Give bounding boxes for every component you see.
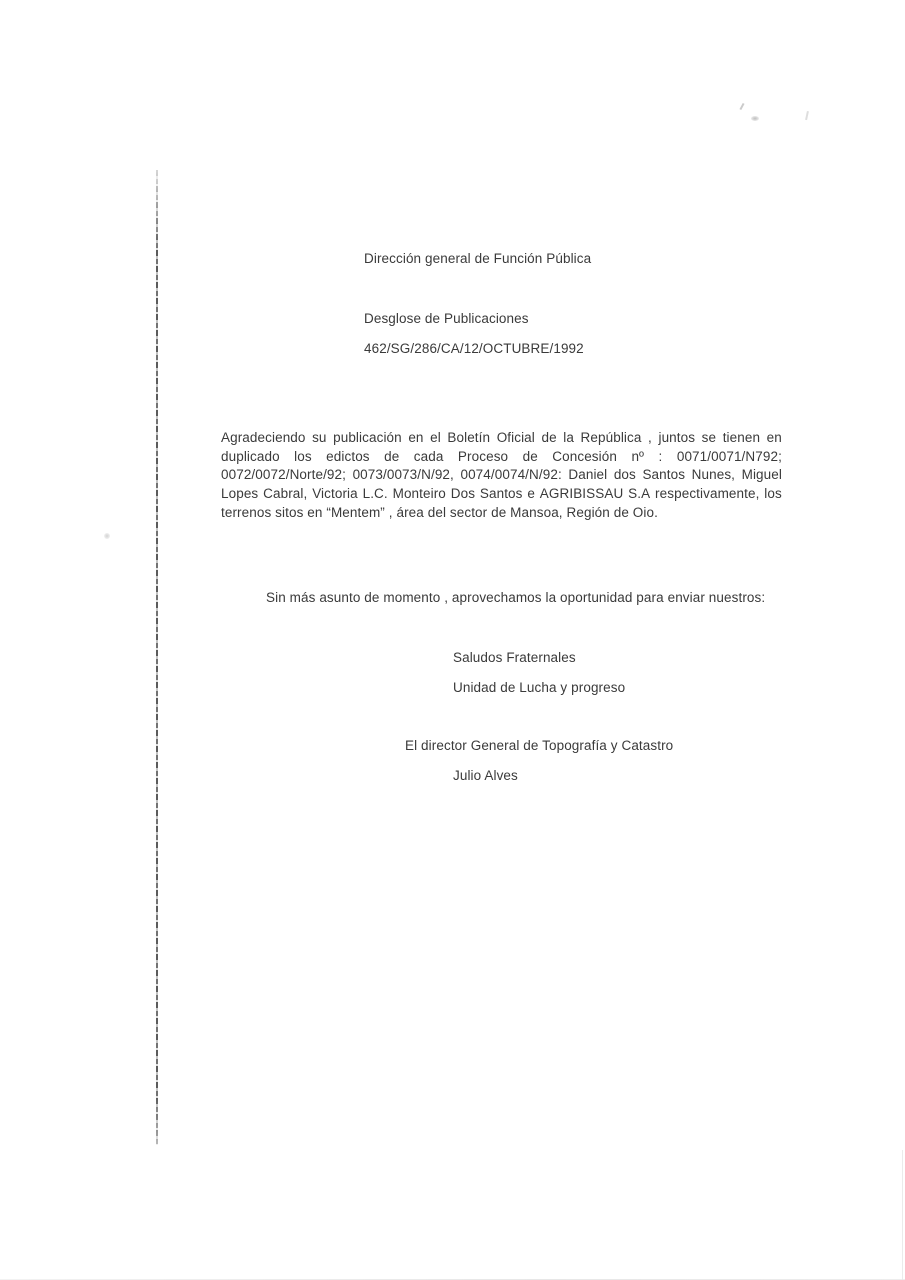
- body-line: 0072/0072/Norte/92; 0073/0073/N/92, 0074/0074/N/92: Daniel dos Santos Nunes, Miguel: [221, 467, 782, 483]
- letter-reference-number: 462/SG/286/CA/12/OCTUBRE/1992: [364, 341, 584, 356]
- scan-artifact-smudge: [751, 116, 759, 121]
- scan-artifact-right-edge: [902, 1150, 903, 1280]
- body-line: Agradeciendo su publicación en el Boletín Oficial de la República , juntos se tienen en: [221, 430, 782, 445]
- letter-body-paragraph: [221, 429, 782, 522]
- letter-salutation-line-2: Unidad de Lucha y progreso: [453, 680, 626, 695]
- scan-artifact-speck: [739, 103, 744, 110]
- letter-salutation-line-1: Saludos Fraternales: [453, 650, 576, 665]
- letter-signature-name: Julio Alves: [453, 768, 518, 783]
- body-line: Lopes Cabral, Victoria L.C. Monteiro Dos Santos e AGRIBISSAU S.A respectivamente, los: [221, 486, 782, 502]
- letter-department: Dirección general de Función Pública: [364, 251, 592, 266]
- letter-signature-title: El director General de Topografía y Catastro: [405, 738, 674, 753]
- scan-artifact-left-margin-line: [156, 170, 158, 1145]
- body-line-last: terrenos sitos en “Mentem” , área del sector de Mansoa, Región de Oio.: [221, 504, 658, 520]
- letter-subject: Desglose de Publicaciones: [364, 311, 529, 326]
- body-line: duplicado los edictos de cada Proceso de Concesión nº : 0071/0071/N792;: [221, 448, 782, 464]
- scan-artifact-dot: [104, 533, 110, 539]
- scan-artifact-speck: [805, 111, 808, 120]
- letter-farewell-line: Sin más asunto de momento , aprovechamos la oportunidad para enviar nuestros:: [266, 590, 766, 605]
